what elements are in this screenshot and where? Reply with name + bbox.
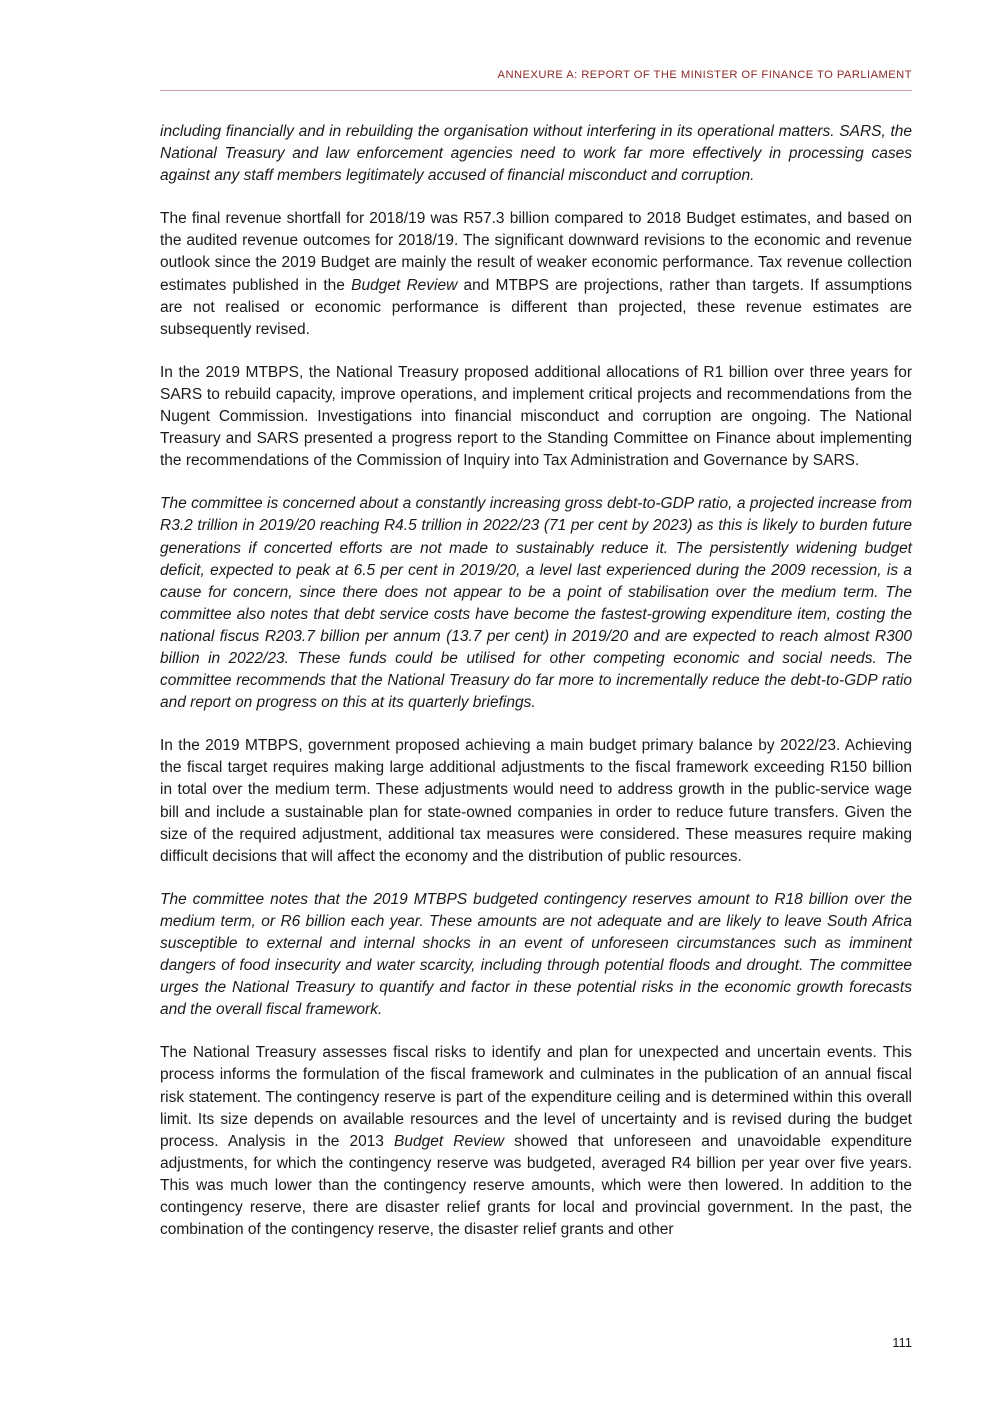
- paragraph-sars-accountability: including financially and in rebuilding the organisation without interfering in its operational matters. SARS, the National Treasury and law enforcement agencies need to work far more effectively in processing cases against any staff members legitimately accused of financial misconduct and corruption.: [160, 123, 912, 185]
- emphasis-budget-review: Budget Review: [394, 1132, 505, 1150]
- paragraph-contingency-reserves-concern: The committee notes that the 2019 MTBPS budgeted contingency reserves amount to R18 billion over the medium term, or R6 billion each year. These amounts are not adequate and are likely to leave South Africa susceptible to external and internal shocks in an event of unforeseen circumstances such as imminent dangers of food insecurity and water scarcity, including through potential floods and drought. The committee urges the National Treasury to quantify and factor in these potential risks in the economic growth forecasts and the overall fiscal framework.: [160, 890, 912, 1019]
- paragraph-fiscal-risks: [160, 1042, 912, 1241]
- paragraph-sars-allocations: In the 2019 MTBPS, the National Treasury proposed additional allocations of R1 billion over three years for SARS to rebuild capacity, improve operations, and implement critical projects and recommendations from the Nugent Commission. Investigations into financial misconduct and corruption are ongoing. The National Treasury and SARS presented a progress report to the Standing Committee on Finance about implementing the recommendations of the Commission of Inquiry into Tax Administration and Governance by SARS.: [160, 363, 912, 470]
- paragraph-text: The National Treasury assesses fiscal risks to identify and plan for unexpected and uncertain events. This process informs the formulation of the fiscal framework and culminates in the publication of an annual fiscal risk statement. The contingency reserve is part of the expenditure ceiling and is determined within this overall limit. Its size depends on available resources and the level of uncertainty and is revised during the budget process. Analysis in the 2013: [160, 1044, 912, 1150]
- running-header-title: ANNEXURE A: REPORT OF THE MINISTER OF FINANCE TO PARLIAMENT: [497, 69, 912, 81]
- paragraph-debt-to-gdp-concern: The committee is concerned about a constantly increasing gross debt-to-GDP ratio, a projected increase from R3.2 trillion in 2019/20 reaching R4.5 trillion in 2022/23 (71 per cent by 2023) as this is likely to burden future generations if concerted efforts are not made to sustainably reduce it. The persistently widening budget deficit, expected to peak at 6.5 per cent in 2019/20, a level last experienced during the 2009 recession, is a cause for concern, since there does not appear to be a point of stabilisation over the medium term. The committee also notes that debt service costs have become the fastest-growing expenditure item, costing the national fiscus R203.7 billion per annum (13.7 per cent) in 2019/20 and are expected to reach almost R300 billion in 2022/23. These funds could be utilised for other competing economic and social needs. The committee recommends that the National Treasury do far more to incrementally reduce the debt-to-GDP ratio and report on progress on this at its quarterly briefings.: [160, 495, 912, 712]
- emphasis-budget-review: Budget Review: [351, 276, 458, 294]
- paragraph-text: and MTBPS are projections, rather than targets. If assumptions are not realised or economic performance is different than projected, these revenue estimates are subsequently revised.: [160, 276, 913, 338]
- paragraph-primary-balance: In the 2019 MTBPS, government proposed achieving a main budget primary balance by 2022/23. Achieving the fiscal target requires making large additional adjustments to the fiscal framework exceeding R150 billion in total over the medium term. These adjustments would need to address growth in the public-service wage bill and include a sustainable plan for state-owned companies in order to reduce future transfers. Given the size of the required adjustment, additional tax measures were considered. These measures require making difficult decisions that will affect the economy and the distribution of public resources.: [160, 737, 912, 865]
- paragraph-revenue-shortfall: [160, 208, 912, 341]
- page-number: 111: [892, 1335, 912, 1350]
- running-header: [160, 66, 912, 91]
- paragraph-text: showed that unforeseen and unavoidable expenditure adjustments, for which the contingency reserve was budgeted, averaged R4 billion per year over five years. This was much lower than the contingency reserve amounts, which were then lowered. In addition to the contingency reserve, there are disaster relief grants for local and provincial government. In the past, the combination of the contingency reserve, the disaster relief grants and other: [160, 1132, 912, 1239]
- paragraph-text: The final revenue shortfall for 2018/19 was R57.3 billion compared to 2018 Budget estimates, and based on the audited revenue outcomes for 2018/19. The significant downward revisions to the economic and revenue outlook since the 2019 Budget are mainly the result of weaker economic performance. Tax revenue collection estimates published in the: [160, 210, 912, 294]
- document-body: [160, 121, 912, 1262]
